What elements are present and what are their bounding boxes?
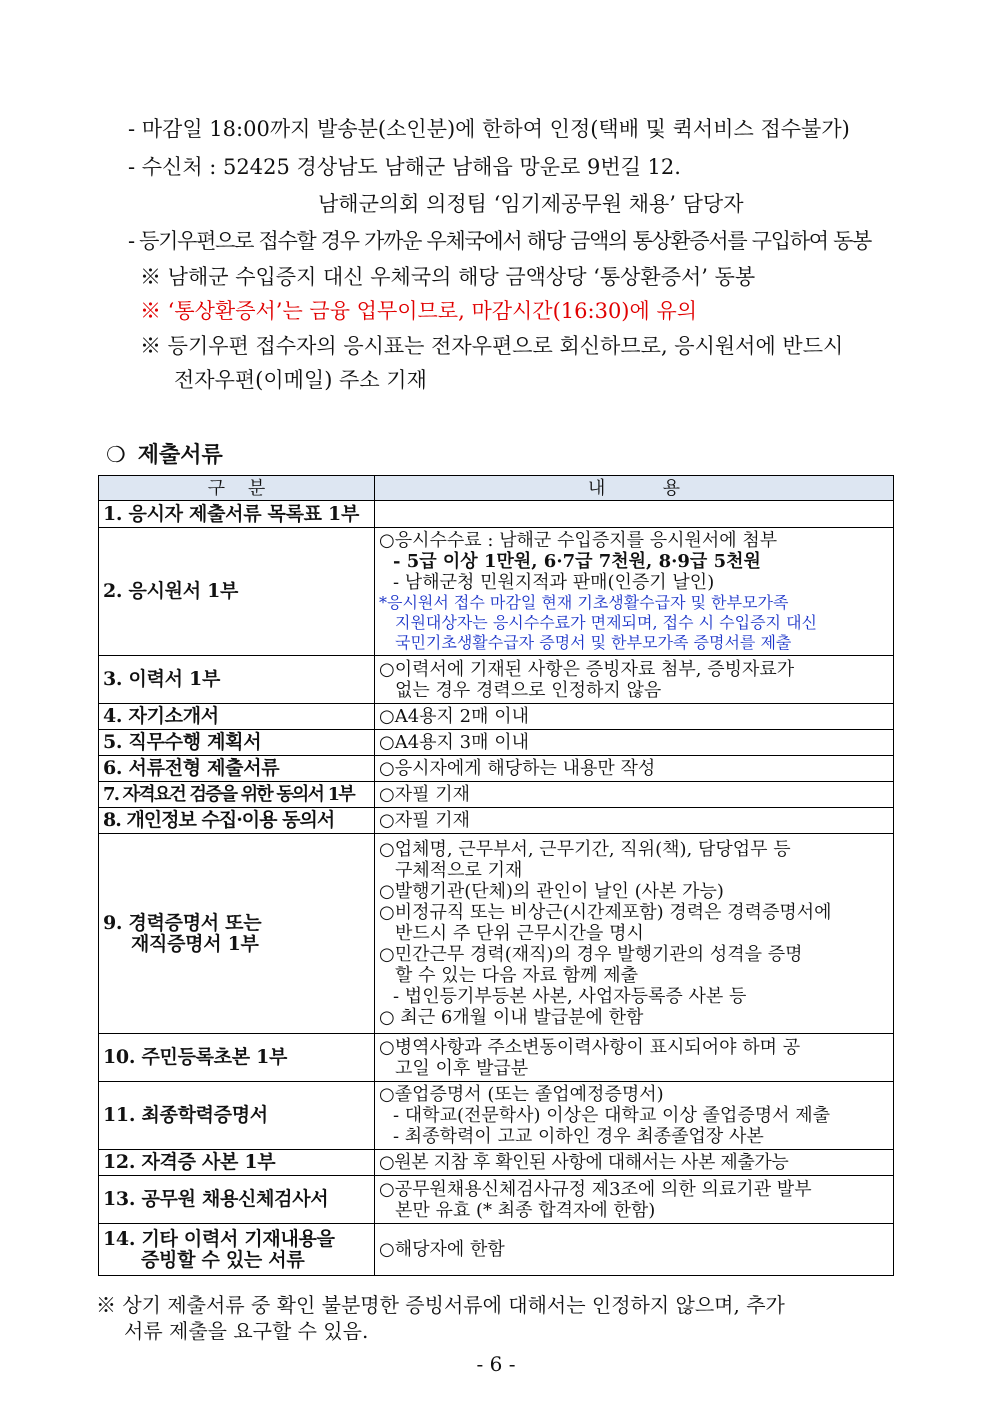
section-title: 제출서류 <box>137 442 223 468</box>
row-content <box>375 704 894 730</box>
row-content <box>375 656 894 704</box>
content-line: 고일 이후 발급분 <box>395 1057 529 1079</box>
table-row <box>99 528 894 656</box>
bullet-circle-icon: ❍ <box>106 443 126 468</box>
content-line: - 5급 이상 1만원, 6·7급 7천원, 8·9급 5천원 <box>393 551 761 572</box>
content-line: ○자필 기재 <box>379 810 470 831</box>
table-row <box>99 834 894 1034</box>
row-content <box>375 1082 894 1150</box>
row-content <box>375 834 894 1034</box>
content-line: 국민기초생활수급자 증명서 및 한부모가족 증명서를 제출 <box>395 633 792 652</box>
content-line: ○병역사항과 주소변동이력사항이 표시되어야 하며 공 <box>379 1036 801 1058</box>
row-category-line: 증빙할 수 있는 서류 <box>141 1248 305 1271</box>
row-content <box>375 528 894 656</box>
row-content <box>375 501 894 528</box>
content-line: ○발행기관(단체)의 관인이 날인 (사본 가능) <box>379 881 724 902</box>
row-category: 1. 응시자 제출서류 목록표 1부 <box>99 501 375 528</box>
content-line: ○원본 지참 후 확인된 사항에 대해서는 사본 제출가능 <box>379 1152 789 1173</box>
table-row <box>99 1224 894 1276</box>
content-line: ○민간근무 경력(재직)의 경우 발행기관의 성격을 증명 <box>379 944 803 965</box>
table-row <box>99 1150 894 1176</box>
row-category <box>99 1224 375 1276</box>
row-category: 11. 최종학력증명서 <box>99 1082 375 1150</box>
table-row <box>99 704 894 730</box>
page-number: - 6 - <box>476 1352 516 1376</box>
row-category: 12. 자격증 사본 1부 <box>99 1150 375 1176</box>
row-content <box>375 1150 894 1176</box>
content-line: - 최종학력이 고교 이하인 경우 최종졸업장 사본 <box>393 1126 764 1147</box>
note-deadline-warning: ※ ‘통상환증서’는 금융 업무이므로, 마감시간(16:30)에 유의 <box>140 299 698 323</box>
row-category-line: 9. 경력증명서 또는 <box>103 911 262 934</box>
content-line: - 대학교(전문학사) 이상은 대학교 이상 졸업증명서 제출 <box>393 1105 830 1126</box>
note-money-order: ※ 남해군 수입증지 대신 우체국의 해당 금액상당 ‘통상환증서’ 동봉 <box>140 265 756 289</box>
content-line: ○공무원채용신체검사규정 제3조에 의한 의료기관 발부 <box>379 1178 812 1200</box>
table-header-row <box>99 476 894 501</box>
note-recipient: - 수신처 : 52425 경상남도 남해군 남해읍 망운로 9번길 12. <box>128 155 681 179</box>
row-category: 2. 응시원서 1부 <box>99 528 375 656</box>
note-deadline: - 마감일 18:00까지 발송분(소인분)에 한하여 인정(택배 및 퀵서비스 접수불가) <box>128 117 850 141</box>
table-row <box>99 1034 894 1082</box>
content-line: - 법인등기부등본 사본, 사업자등록증 사본 등 <box>393 986 747 1007</box>
row-category: 6. 서류전형 제출서류 <box>99 756 375 782</box>
row-category: 4. 자기소개서 <box>99 704 375 730</box>
table-row <box>99 756 894 782</box>
note-email-reply-cont: 전자우편(이메일) 주소 기재 <box>174 368 427 392</box>
row-category: 7. 자격요건 검증을 위한 동의서 1부 <box>99 782 375 808</box>
note-email-reply: ※ 등기우편 접수자의 응시표는 전자우편으로 회신하므로, 응시원서에 반드시 <box>140 334 844 358</box>
row-category: 3. 이력서 1부 <box>99 656 375 704</box>
submission-documents-table <box>98 475 894 1276</box>
content-line: *응시원서 접수 마감일 현재 기초생활수급자 및 한부모가족 <box>379 593 789 612</box>
note-registered-mail: - 등기우편으로 접수할 경우 가까운 우체국에서 해당 금액의 통상환증서를 구입하여 동봉 <box>128 229 872 253</box>
row-content <box>375 756 894 782</box>
content-line: 지원대상자는 응시수수료가 면제되며, 접수 시 수입증지 대신 <box>395 613 818 632</box>
row-category <box>99 834 375 1034</box>
footnote-line: ※ 상기 제출서류 중 확인 불분명한 증빙서류에 대해서는 인정하지 않으며, 추가 <box>96 1293 785 1317</box>
row-category: 5. 직무수행 계획서 <box>99 730 375 756</box>
row-content <box>375 1176 894 1224</box>
content-line: 반드시 주 단위 근무시간을 명시 <box>395 923 644 944</box>
content-line: ○A4용지 3매 이내 <box>379 732 529 753</box>
row-content <box>375 1224 894 1276</box>
row-category-line: 14. 기타 이력서 기재내용을 <box>103 1227 335 1250</box>
content-line: ○이력서에 기재된 사항은 증빙자료 첨부, 증빙자료가 <box>379 658 795 680</box>
row-content <box>375 808 894 834</box>
row-content <box>375 730 894 756</box>
row-content <box>375 1034 894 1082</box>
content-line: ○A4용지 2매 이내 <box>379 706 529 727</box>
section-heading <box>106 438 223 469</box>
content-line: ○해당자에 한함 <box>379 1239 505 1260</box>
content-line: ○응시자에게 해당하는 내용만 작성 <box>379 758 656 779</box>
table-row <box>99 808 894 834</box>
row-category-line: 재직증명서 1부 <box>131 932 259 955</box>
content-line: 구체적으로 기재 <box>395 860 523 881</box>
table-row <box>99 1176 894 1224</box>
table-row <box>99 656 894 704</box>
row-category: 13. 공무원 채용신체검사서 <box>99 1176 375 1224</box>
row-content <box>375 782 894 808</box>
table-row <box>99 730 894 756</box>
footnote-line-cont: 서류 제출을 요구할 수 있음. <box>124 1319 369 1343</box>
table-row <box>99 501 894 528</box>
content-line: ○ 최근 6개월 이내 발급분에 한함 <box>379 1007 644 1028</box>
row-category: 10. 주민등록초본 1부 <box>99 1034 375 1082</box>
content-line: ○응시수수료 : 남해군 수입증지를 응시원서에 첨부 <box>379 530 778 551</box>
header-content: 내 용 <box>375 476 894 501</box>
content-line: - 남해군청 민원지적과 판매(인증기 날인) <box>393 572 715 593</box>
note-recipient-contact: 남해군의회 의정팀 ‘임기제공무원 채용’ 담당자 <box>318 192 744 216</box>
content-line: 없는 경우 경력으로 인정하지 않음 <box>395 679 662 701</box>
content-line: ○업체명, 근무부서, 근무기간, 직위(책), 담당업무 등 <box>379 839 791 860</box>
content-line: ○비정규직 또는 비상근(시간제포함) 경력은 경력증명서에 <box>379 902 832 923</box>
content-line: ○졸업증명서 (또는 졸업예정증명서) <box>379 1084 664 1105</box>
content-line: 할 수 있는 다음 자료 함께 제출 <box>395 965 638 986</box>
table-row <box>99 782 894 808</box>
table-row <box>99 1082 894 1150</box>
row-category: 8. 개인정보 수집·이용 동의서 <box>99 808 375 834</box>
content-line: 본만 유효 (* 최종 합격자에 한함) <box>395 1199 656 1221</box>
content-line: ○자필 기재 <box>379 784 470 805</box>
header-category: 구 분 <box>99 476 375 501</box>
